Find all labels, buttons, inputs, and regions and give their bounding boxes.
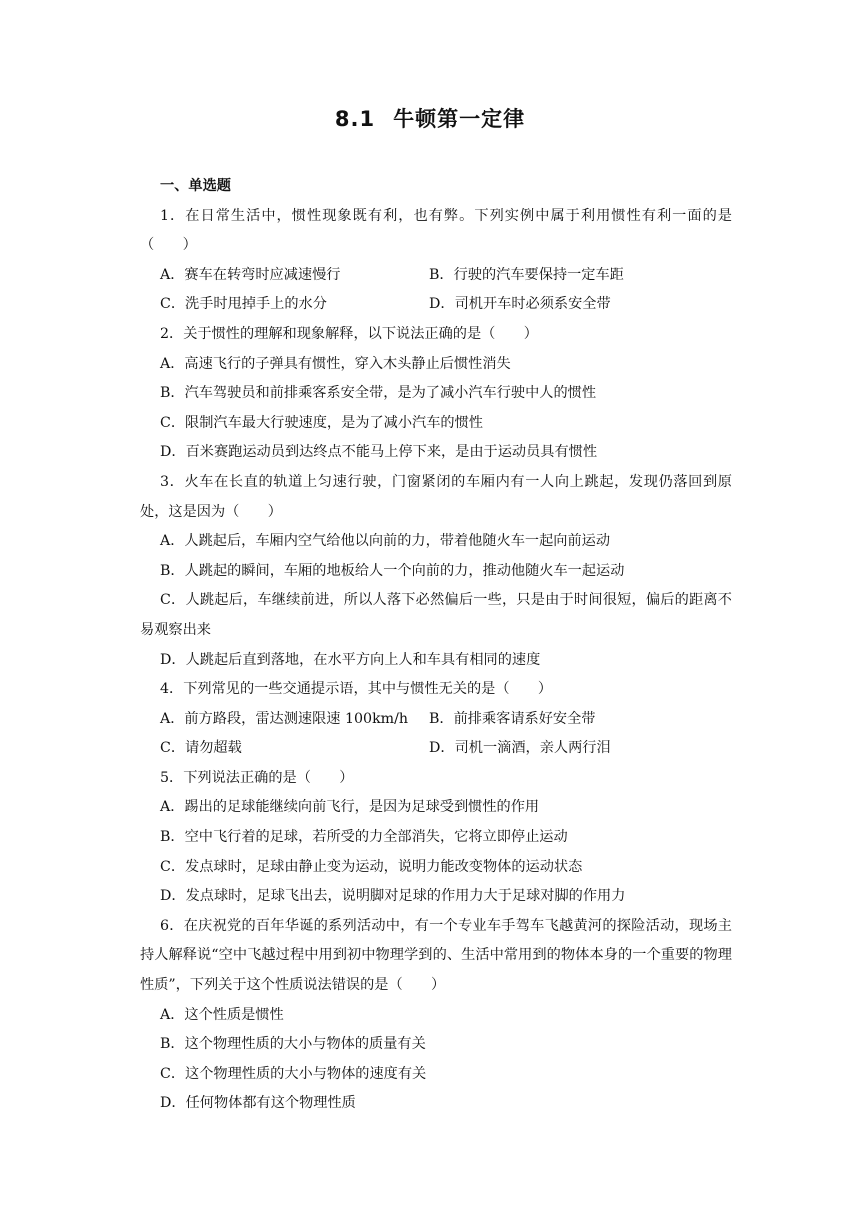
question-stem: 1．在日常生活中，惯性现象既有利，也有弊。下列实例中属于利用惯性有利一面的是（ ） (140, 207, 732, 254)
question-stem: 6．在庆祝党的百年华诞的系列活动中，有一个专业车手驾车飞越黄河的探险活动，现场主持人解释说“空中飞越过程中用到初中物理学到的、生活中常用到的物体本身的一个重要的物理性质”，下列关于这个性质说法错误的是（ ） (140, 917, 732, 994)
option-c: C．请勿超载 (160, 740, 242, 757)
option-d: D．任何物体都有这个物理性质 (160, 1095, 356, 1112)
title-text: 牛顿第一定律 (393, 107, 526, 131)
option-b: B．空中飞行着的足球，若所受的力全部消失，它将立即停止运动 (160, 829, 568, 846)
option-row (140, 734, 732, 764)
option-a: A．人跳起后，车厢内空气给他以向前的力，带着他随火车一起向前运动 (160, 533, 611, 550)
option-d: D．发点球时，足球飞出去，说明脚对足球的作用力大于足球对脚的作用力 (160, 888, 626, 905)
option-a: A．踢出的足球能继续向前飞行，是因为足球受到惯性的作用 (160, 799, 540, 816)
question-stem: 4．下列常见的一些交通提示语，其中与惯性无关的是（ ） (160, 681, 553, 698)
option-d: D．人跳起后直到落地，在水平方向上人和车具有相同的速度 (160, 651, 541, 668)
option-c: C．发点球时，足球由静止变为运动，说明力能改变物体的运动状态 (160, 858, 583, 875)
document-title (0, 103, 860, 133)
option-b: B．汽车驾驶员和前排乘客系安全带，是为了减小汽车行驶中人的惯性 (160, 385, 597, 402)
option-c: C．人跳起后，车继续前进，所以人落下必然偏后一些，只是由于时间很短，偏后的距离不易观察出来 (140, 592, 732, 638)
question-list (140, 172, 732, 1119)
title-number: 8.1 (334, 107, 376, 131)
option-a: A．前方路段，雷达测速限速 100km/h (160, 710, 409, 727)
option-row (140, 290, 732, 320)
option-b: B．前排乘客请系好安全带 (429, 710, 596, 727)
option-row (140, 261, 732, 291)
option-d: D．百米赛跑运动员到达终点不能马上停下来，是由于运动员具有惯性 (160, 444, 598, 461)
option-a: A．高速飞行的子弹具有惯性，穿入木头静止后惯性消失 (160, 355, 511, 372)
section-heading: 一、单选题 (160, 178, 231, 194)
question-stem: 3．火车在长直的轨道上匀速行驶，门窗紧闭的车厢内有一人向上跳起，发现仍落回到原处，这是因为（ ） (140, 473, 732, 520)
option-b: B．这个物理性质的大小与物体的质量有关 (160, 1036, 426, 1053)
option-d: D．司机一滴酒，亲人两行泪 (429, 740, 611, 757)
question-stem: 2．关于惯性的理解和现象解释，以下说法正确的是（ ） (160, 325, 538, 342)
option-b: B．行驶的汽车要保持一定车距 (429, 266, 624, 283)
option-c: C．洗手时甩掉手上的水分 (160, 296, 327, 313)
option-a: A．赛车在转弯时应减速慢行 (160, 266, 341, 283)
option-c: C．这个物理性质的大小与物体的速度有关 (160, 1065, 427, 1082)
option-row (140, 705, 732, 735)
option-a: A．这个性质是惯性 (160, 1006, 284, 1023)
option-b: B．人跳起的瞬间，车厢的地板给人一个向前的力，推动他随火车一起运动 (160, 562, 625, 579)
question-stem: 5．下列说法正确的是（ ） (160, 769, 354, 786)
option-d: D．司机开车时必须系安全带 (429, 296, 611, 313)
option-c: C．限制汽车最大行驶速度，是为了减小汽车的惯性 (160, 414, 483, 431)
